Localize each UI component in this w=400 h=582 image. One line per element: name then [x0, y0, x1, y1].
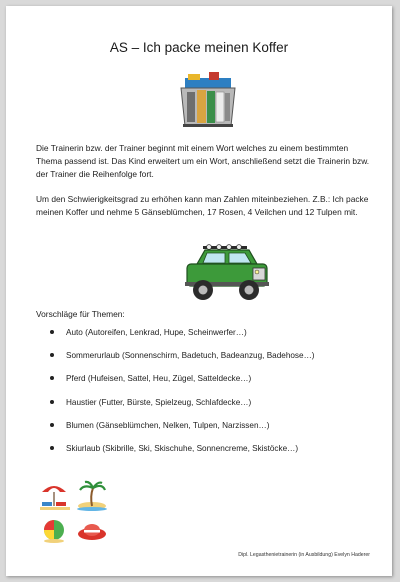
bullet-icon	[50, 376, 54, 380]
palm-island-icon	[77, 482, 107, 511]
topics-list	[50, 326, 315, 465]
list-item	[50, 396, 315, 419]
beach-umbrella-icon	[40, 486, 70, 510]
topic-text: Auto (Autoreifen, Lenkrad, Hupe, Scheinwerfer…)	[66, 328, 247, 337]
suitcase-illustration	[179, 70, 237, 130]
bullet-icon	[50, 446, 54, 450]
topic-text: Blumen (Gänseblümchen, Nelken, Tulpen, Narzissen…)	[66, 420, 270, 430]
page-title: AS – Ich packe meinen Koffer	[109, 40, 289, 55]
bullet-icon	[50, 353, 54, 357]
bullet-icon	[50, 330, 54, 334]
list-item	[50, 442, 315, 465]
document-page	[6, 6, 392, 576]
list-item	[50, 372, 315, 395]
list-item	[50, 326, 315, 349]
list-item	[50, 349, 315, 372]
topic-text: Pferd (Hufeisen, Sattel, Heu, Zügel, Satteldecke…)	[66, 374, 252, 384]
topic-text: Skiurlaub (Skibrille, Ski, Skischuhe, Sonnencreme, Skistöcke…)	[66, 443, 299, 453]
list-item	[50, 419, 315, 442]
sun-hat-icon	[78, 524, 106, 540]
difficulty-paragraph: Um den Schwierigkeitsgrad zu erhöhen kann man Zahlen miteinbeziehen. Z.B.: Ich packe meinen Koffer und nehme 5 Gänseblümchen, 17 Rosen, 4 Veilchen und 12 Tulpen mit.	[36, 194, 369, 217]
bullet-icon	[50, 400, 54, 404]
topic-text: Sommerurlaub (Sonnenschirm, Badetuch, Badeanzug, Badehose…)	[66, 351, 315, 361]
intro-paragraph: Die Trainerin bzw. der Trainer beginnt mit einem Wort welches zu einem bestimmten Thema passend ist. Das Kind erweitert um ein Wort, anschließend setzt die Trainerin bzw. der Trainer die Reihenfolge fort.	[36, 143, 370, 179]
bullet-icon	[50, 423, 54, 427]
footer-credit: Dipl. Legasthenietrainerin (in Ausbildung) Evelyn Haderer	[238, 552, 370, 558]
topic-text: Haustier (Futter, Bürste, Spielzeug, Schlafdecke…)	[66, 397, 252, 407]
beach-clipart	[38, 478, 108, 548]
suggestions-heading: Vorschläge für Themen:	[36, 309, 125, 319]
jeep-illustration	[183, 242, 271, 304]
beach-ball-icon	[44, 520, 64, 543]
